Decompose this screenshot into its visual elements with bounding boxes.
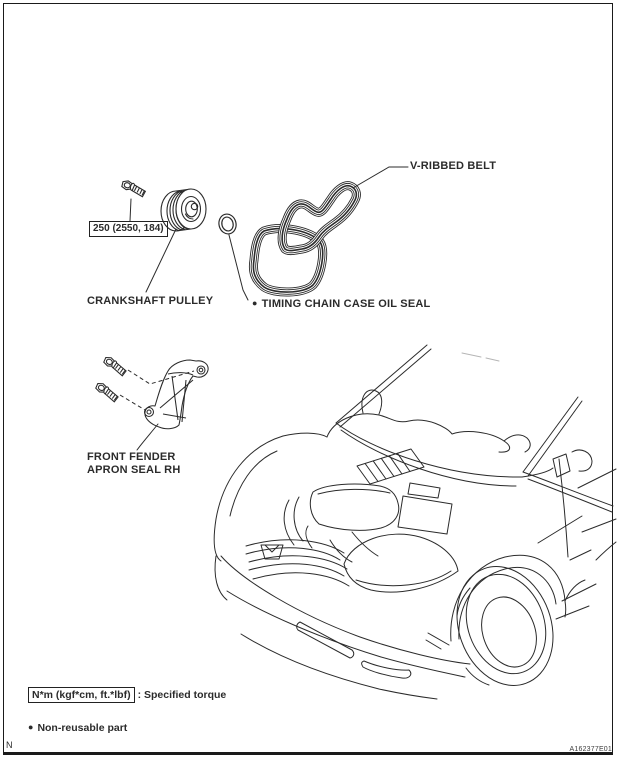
non-reusable-bullet-icon: ● — [28, 722, 34, 732]
front-fender-apron-seal-line2: APRON SEAL RH — [87, 464, 181, 476]
torque-legend-row — [28, 687, 226, 703]
torque-spec-callout: 250 (2550, 184) — [89, 221, 168, 237]
non-reusable-text: Non-reusable part — [37, 722, 128, 734]
crankshaft-pulley-label: CRANKSHAFT PULLEY — [87, 295, 214, 307]
non-reusable-legend-row — [28, 720, 127, 735]
crankshaft-pulley-drawing — [161, 189, 206, 231]
apron-seal-bolt-upper-drawing — [102, 356, 129, 377]
bolt-alignment-dashed-lines — [120, 370, 194, 410]
non-reusable-bullet-icon: ● — [252, 298, 258, 308]
oil-seal-drawing — [217, 212, 238, 236]
apron-seal-drawing — [145, 360, 209, 429]
front-fender-apron-seal-label — [87, 451, 180, 477]
apron-seal-bolt-lower-drawing — [94, 382, 121, 403]
torque-caption: : Specified torque — [137, 689, 227, 701]
timing-chain-oil-seal-text: TIMING CHAIN CASE OIL SEAL — [261, 298, 431, 310]
v-ribbed-belt-label: V-RIBBED BELT — [410, 160, 497, 172]
torque-symbol-box: N*m (kgf*cm, ft.*lbf) — [28, 687, 135, 703]
v-ribbed-belt-drawing — [253, 186, 356, 292]
page-marker: N — [6, 740, 13, 750]
timing-chain-oil-seal-label — [252, 297, 430, 311]
front-fender-apron-seal-line1: FRONT FENDER — [87, 451, 176, 463]
figure-code: A162377E01 — [569, 746, 612, 753]
pulley-bolt-drawing — [121, 180, 147, 197]
vehicle-front-drawing — [214, 345, 616, 699]
